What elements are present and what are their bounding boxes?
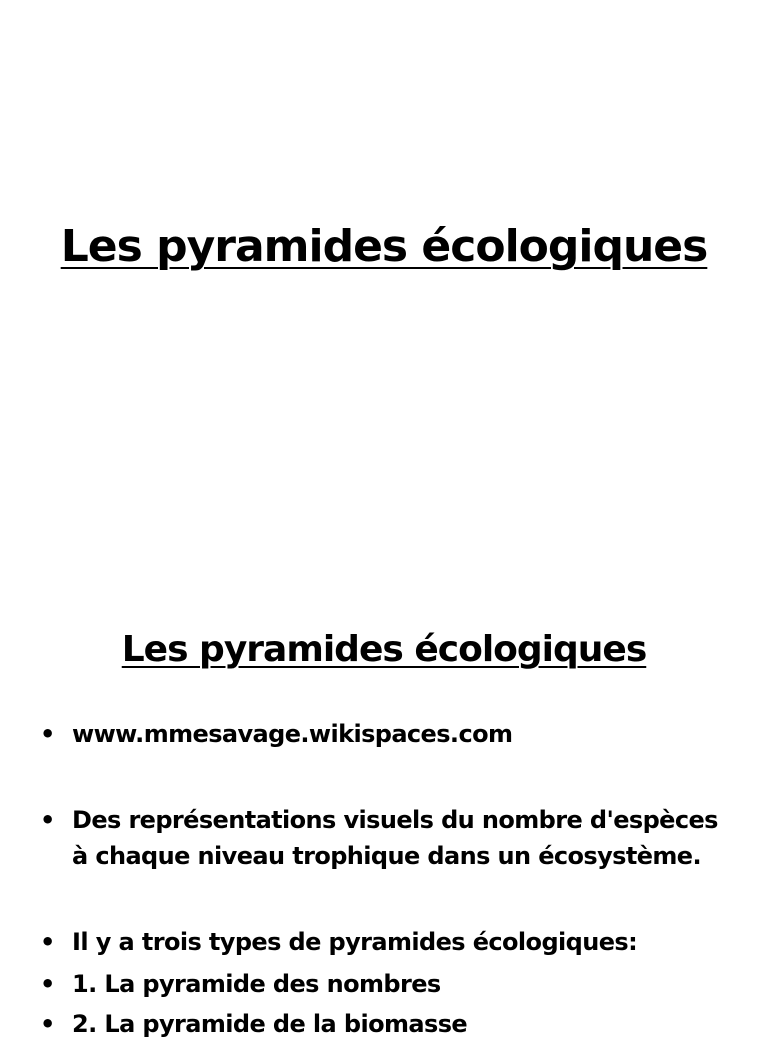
bullet-item-website bbox=[40, 716, 720, 752]
bullet-dot: • bbox=[40, 806, 55, 834]
bullet-item-types-intro bbox=[40, 924, 720, 960]
bullet-item-pyramid-numbers bbox=[40, 966, 720, 1002]
bullet-item-pyramid-biomass bbox=[40, 1006, 720, 1042]
bullet-dot: • bbox=[40, 970, 55, 998]
slide-2-title: Les pyramides écologiques bbox=[121, 629, 647, 670]
slide-1-title: Les pyramides écologiques bbox=[60, 221, 708, 272]
bullet-item-definition bbox=[40, 802, 720, 874]
bullet-dot: • bbox=[40, 1010, 55, 1038]
bullet-text: 2. La pyramide de la biomasse bbox=[72, 1010, 468, 1038]
bullet-dot: • bbox=[40, 928, 55, 956]
bullet-text: www.mmesavage.wikispaces.com bbox=[72, 720, 513, 748]
bullet-text: 1. La pyramide des nombres bbox=[72, 970, 441, 998]
bullet-text: Il y a trois types de pyramides écologiques: bbox=[72, 928, 638, 956]
bullet-dot: • bbox=[40, 720, 55, 748]
bullet-text: Des représentations visuels du nombre d'espèces à chaque niveau trophique dans un écosystème. bbox=[72, 806, 718, 870]
